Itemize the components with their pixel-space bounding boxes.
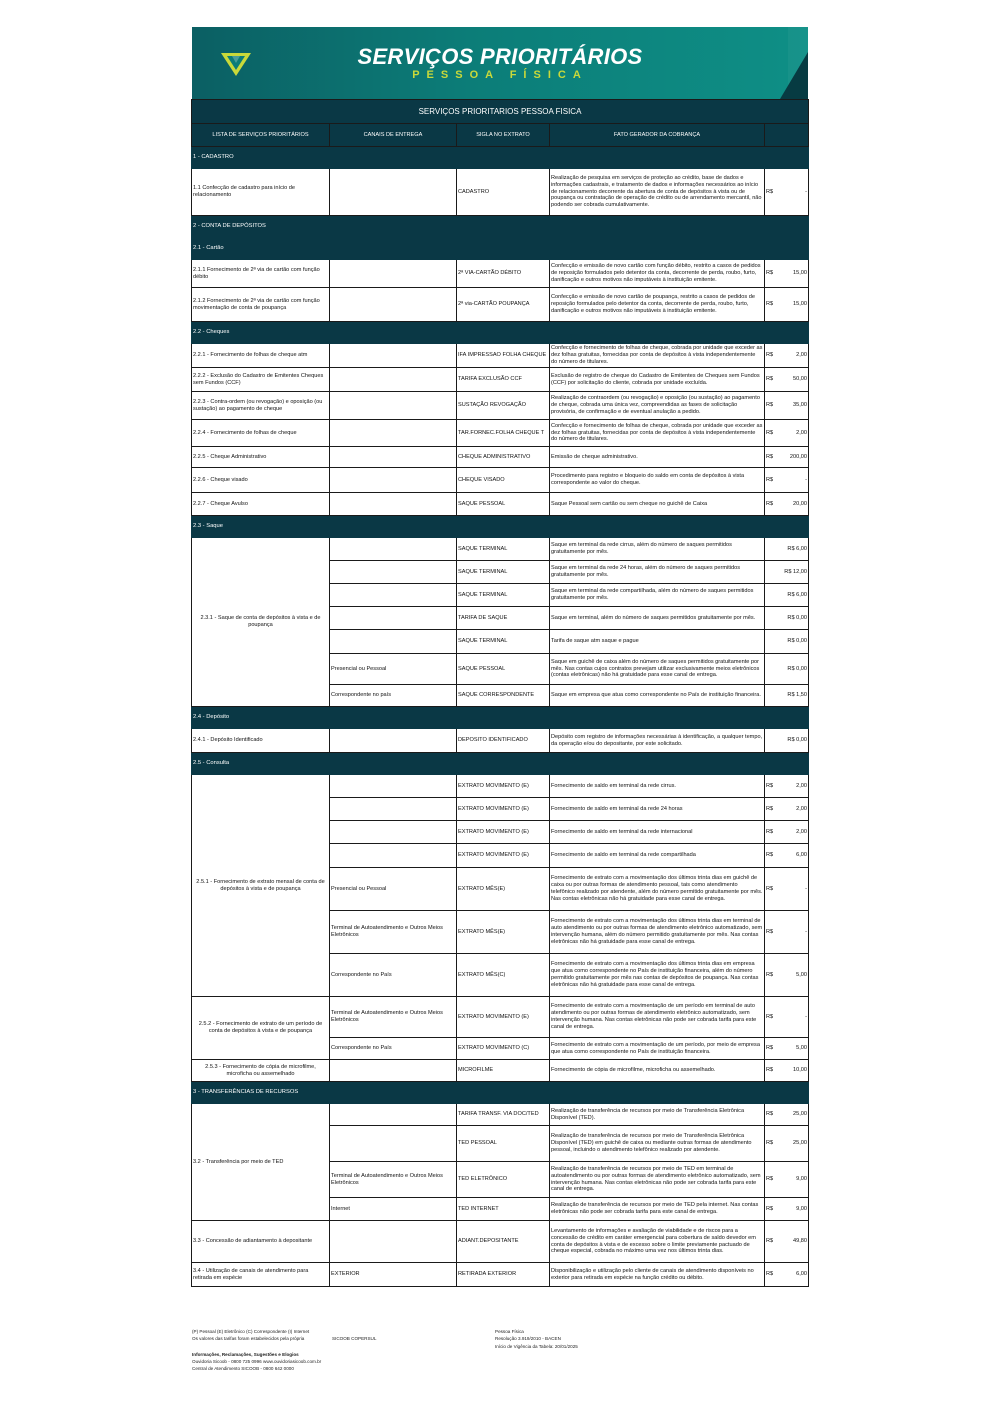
description-cell: Confecção e fornecimento de folhas de cheque, cobrada por unidade que exceder as dez folhas gratuitas, fornecidas por conta de depósitos à vista independentemente do número de titulares.	[550, 344, 765, 368]
code-cell: IFA IMPRESSAO FOLHA CHEQUE	[457, 344, 550, 368]
price-cell	[765, 344, 809, 368]
price-value: 15,00	[793, 270, 807, 276]
table-row	[192, 468, 809, 493]
code-cell: 2ª VIA-CARTÃO DÉBITO	[457, 260, 550, 288]
channel-cell	[330, 844, 457, 868]
currency-label: R$	[766, 376, 774, 382]
code-cell: EXTRATO MOVIMENTO (E)	[457, 798, 550, 821]
channel-cell	[330, 260, 457, 288]
table-row	[192, 169, 809, 216]
price-cell: R$ 1,50	[765, 685, 809, 707]
code-cell: EXTRATO MÊS(E)	[457, 868, 550, 911]
price-cell: R$ 12,00	[765, 561, 809, 584]
channel-cell	[330, 420, 457, 447]
channel-cell	[330, 729, 457, 753]
code-cell: SAQUE PESSOAL	[457, 493, 550, 516]
service-cell: 2.1.2 Fornecimento de 2ª via de cartão com função movimentação de conta de poupança	[192, 288, 330, 322]
price-cell	[765, 868, 809, 911]
code-cell: SAQUE CORRESPONDENTE	[457, 685, 550, 707]
code-cell: TARIFA DE SAQUE	[457, 607, 550, 630]
description-cell: Fornecimento de extrato com a movimentação dos últimos trinta dias em empresa que atua como correspondente no País de instituição financeira, além do número permitido gratuitamente por mês nas contas de depósitos de poupança. Nas contas eletrônicas não há gratuidade para esse canal de entrega.	[550, 954, 765, 997]
price-cell	[765, 911, 809, 954]
description-cell: Realização de pesquisa em serviços de proteção ao crédito, base de dados e informações cadastrais, e tratamento de dados e informações necessários ao início de relacionamento decorrente da abertura de conta de depósitos à vista ou de poupança ou contratação de operação de crédito ou de arrendamento mercantil, não podendo ser cobrada cumulativamente.	[550, 169, 765, 216]
code-cell: CADASTRO	[457, 169, 550, 216]
service-cell: 2.2.3 - Contra-ordem (ou revogação) e oposição (ou sustação) ao pagamento de cheque	[192, 392, 330, 420]
service-cell: 2.5.2 - Fornecimento de extrato de um período de conta de depósitos à vista e de poupança	[192, 997, 330, 1060]
currency-label: R$	[766, 1205, 774, 1212]
code-cell: ADIANT.DEPOSITANTE	[457, 1221, 550, 1263]
footer-right	[495, 1328, 635, 1350]
channel-cell	[330, 607, 457, 630]
price-value: 2,00	[796, 429, 807, 436]
table-row	[192, 729, 809, 753]
code-cell: TED PESSOAL	[457, 1126, 550, 1162]
footer-left	[192, 1328, 332, 1373]
section-row	[192, 147, 809, 169]
code-cell: TARIFA TRANSF. VIA DOC/TED	[457, 1104, 550, 1126]
price-value: -	[805, 476, 807, 483]
header-price	[765, 124, 809, 147]
price-cell	[765, 368, 809, 392]
section-label: 2 - CONTA DE DEPÓSITOS	[192, 216, 809, 238]
currency-label: R$	[766, 928, 774, 935]
header-trigger: FATO GERADOR DA COBRANÇA	[550, 124, 765, 147]
description-cell: Realização de contraordem (ou revogação) e oposição (ou sustação) ao pagamento de cheque, cobrada uma única vez, compreendidas as fases de solicitação provisória, de confirmação e de eventual anulação a pedido.	[550, 392, 765, 420]
currency-label: R$	[766, 782, 774, 789]
table-row	[192, 1104, 809, 1126]
price-value: 6,00	[796, 1271, 807, 1277]
table-row	[192, 344, 809, 368]
channel-cell	[330, 538, 457, 561]
section-label: 2.3 - Saque	[192, 516, 809, 538]
section-row	[192, 216, 809, 238]
footer-legend: (P) Pessoal (E) Eletrônico (C) Correspondente (I) Internet	[192, 1329, 310, 1334]
price-value: 35,00	[793, 402, 807, 408]
currency-label: R$	[766, 805, 774, 812]
price-cell: R$ 0,00	[765, 630, 809, 654]
price-cell: R$ 0,00	[765, 729, 809, 753]
description-cell: Saque em terminal da rede cirrus, além do número de saques permitidos gratuitamente por mês.	[550, 538, 765, 561]
description-cell: Fornecimento de saldo em terminal da rede compartilhada	[550, 844, 765, 868]
description-cell: Fornecimento de saldo em terminal da rede 24 horas	[550, 798, 765, 821]
footer-audience: Pessoa Física	[495, 1329, 524, 1334]
price-value: 2,00	[796, 805, 807, 812]
channel-cell	[330, 392, 457, 420]
service-cell: 3.3 - Concessão de adiantamento à depositante	[192, 1221, 330, 1263]
channel-cell	[330, 821, 457, 844]
currency-label: R$	[766, 828, 774, 835]
channel-cell	[330, 775, 457, 798]
description-cell: Saque em terminal da rede 24 horas, além do número de saques permitidos gratuitamente por mês.	[550, 561, 765, 584]
price-cell	[765, 420, 809, 447]
price-value: 200,00	[789, 453, 807, 460]
price-value: 5,00	[796, 971, 807, 978]
table-row	[192, 288, 809, 322]
code-cell: EXTRATO MÊS(C)	[457, 954, 550, 997]
service-cell: 2.2.2 - Exclusão do Cadastro de Emitentes Cheques sem Fundos (CCF)	[192, 368, 330, 392]
footer-contact-ombudsman: Ouvidoria Sicoob - 0800 725 0996 www.ouvidoriasicoob.com.br	[192, 1359, 322, 1365]
currency-label: R$	[766, 1067, 774, 1073]
price-cell	[765, 1104, 809, 1126]
price-cell	[765, 844, 809, 868]
description-cell: Realização de transferência de recursos por meio de Transferência Eletrônica Disponível (TED) em guichê de caixa ou mediante outras formas de atendimento pessoal, incluindo o atendimento telefônico realizado por atendente.	[550, 1126, 765, 1162]
description-cell: Confecção e emissão de novo cartão de poupança, restrito a casos de pedidos de reposição formulados pelo detentor da conta, decorrente de perda, roubo, furto, danificação e outros motivos não imputáveis à instituição emitente.	[550, 288, 765, 322]
service-cell: 2.3.1 - Saque de conta de depósitos à vista e de poupança	[192, 538, 330, 707]
service-cell: 2.5.1 - Fornecimento de extrato mensal de conta de depósitos à vista e de poupança	[192, 775, 330, 997]
channel-cell	[330, 1221, 457, 1263]
currency-label: R$	[766, 1045, 774, 1051]
price-cell	[765, 493, 809, 516]
code-cell: MICROFILME	[457, 1060, 550, 1082]
description-cell: Realização de transferência de recursos por meio de TED pela internet. Nas contas eletrônicas não pode ser cobrada tarifa para este canal de entrega.	[550, 1198, 765, 1221]
currency-label: R$	[766, 500, 774, 507]
description-cell: Procedimento para registro e bloqueio do saldo em conta de depósitos à vista correspondente ao valor do cheque.	[550, 468, 765, 493]
code-cell: CHEQUE VISADO	[457, 468, 550, 493]
channel-cell	[330, 798, 457, 821]
channel-cell	[330, 1104, 457, 1126]
code-cell: SAQUE TERMINAL	[457, 538, 550, 561]
price-cell: R$ 0,00	[765, 654, 809, 685]
section-label: 2.1 - Cartão	[192, 238, 809, 260]
channel-cell: Terminal de Autoatendimento e Outros Meios Eletrônicos	[330, 911, 457, 954]
header-services: LISTA DE SERVIÇOS PRIORITÁRIOS	[192, 124, 330, 147]
price-cell	[765, 1162, 809, 1198]
price-value: -	[805, 188, 807, 195]
description-cell: Fornecimento de extrato com a movimentação de um período, por meio de empresa que atua como correspondente no País de instituição financeira.	[550, 1038, 765, 1060]
currency-label: R$	[766, 476, 774, 483]
description-cell: Tarifa de saque atm saque e pague	[550, 630, 765, 654]
channel-cell: EXTERIOR	[330, 1263, 457, 1287]
description-cell: Exclusão de registro de cheque do Cadastro de Emitentes de Cheques sem Fundos (CCF) por solicitação do cliente, cobrada por unidade excluída.	[550, 368, 765, 392]
currency-label: R$	[766, 1111, 774, 1117]
section-label: 2.5 - Consulta	[192, 753, 809, 775]
code-cell: TED INTERNET	[457, 1198, 550, 1221]
price-cell	[765, 997, 809, 1038]
footer-spacer	[192, 1343, 332, 1351]
currency-label: R$	[766, 1271, 774, 1277]
currency-label: R$	[766, 971, 774, 978]
currency-label: R$	[766, 352, 774, 358]
price-cell: R$ 0,00	[765, 607, 809, 630]
description-cell: Emissão de cheque administrativo.	[550, 447, 765, 468]
description-cell: Confecção e fornecimento de folhas de cheque, cobrada por unidade que exceder as dez folhas gratuitas, fornecidas por conta de depósitos à vista independentemente do número de titulares.	[550, 420, 765, 447]
channel-cell	[330, 630, 457, 654]
price-value: 20,00	[793, 500, 807, 507]
price-value: 10,00	[793, 1067, 807, 1073]
currency-label: R$	[766, 885, 774, 892]
channel-cell: Correspondente no País	[330, 1038, 457, 1060]
table-row	[192, 997, 809, 1038]
table-title-row	[192, 100, 809, 124]
description-cell: Saque em terminal da rede compartilhada, além do número de saques permitidos gratuitamente por mês.	[550, 584, 765, 607]
price-cell	[765, 1221, 809, 1263]
section-row	[192, 753, 809, 775]
service-cell: 2.2.4 - Fornecimento de folhas de cheque	[192, 420, 330, 447]
price-cell: R$ 6,00	[765, 538, 809, 561]
channel-cell	[330, 584, 457, 607]
price-value: -	[805, 885, 807, 892]
description-cell: Saque em terminal, além do número de saques permitidos gratuitamente por mês.	[550, 607, 765, 630]
channel-cell	[330, 288, 457, 322]
section-row	[192, 707, 809, 729]
channel-cell	[330, 493, 457, 516]
price-value: 49,80	[793, 1238, 807, 1244]
footer-sicoob: SICOOB COPERSUL	[332, 1336, 377, 1341]
section-row	[192, 322, 809, 344]
service-cell: 2.2.1 - Fornecimento de folhas de cheque atm	[192, 344, 330, 368]
price-value: 2,00	[796, 782, 807, 789]
code-cell: EXTRATO MOVIMENTO (E)	[457, 997, 550, 1038]
currency-label: R$	[766, 270, 774, 276]
currency-label: R$	[766, 1176, 774, 1182]
table-row	[192, 1263, 809, 1287]
service-cell: 2.2.7 - Cheque Avulso	[192, 493, 330, 516]
table-row	[192, 1060, 809, 1082]
price-value: 9,00	[796, 1176, 807, 1182]
table-title: SERVIÇOS PRIORITARIOS PESSOA FISICA	[192, 100, 809, 124]
table-header-row	[192, 124, 809, 147]
table-row	[192, 775, 809, 798]
code-cell: 2ª via-CARTÃO POUPANÇA	[457, 288, 550, 322]
code-cell: SAQUE TERMINAL	[457, 584, 550, 607]
code-cell: DEPOSITO IDENTIFICADO	[457, 729, 550, 753]
channel-cell	[330, 1060, 457, 1082]
channel-cell: Internet	[330, 1198, 457, 1221]
price-cell	[765, 447, 809, 468]
description-cell: Fornecimento de saldo em terminal da rede internacional	[550, 821, 765, 844]
code-cell: EXTRATO MOVIMENTO (E)	[457, 775, 550, 798]
channel-cell: Terminal de Autoatendimento e Outros Meios Eletrônicos	[330, 1162, 457, 1198]
code-cell: SAQUE TERMINAL	[457, 630, 550, 654]
table-row	[192, 493, 809, 516]
price-cell	[765, 260, 809, 288]
section-label: 3 - TRANSFERÊNCIAS DE RECURSOS	[192, 1082, 809, 1104]
code-cell: EXTRATO MOVIMENTO (E)	[457, 844, 550, 868]
currency-label: R$	[766, 1013, 774, 1020]
channel-cell	[330, 468, 457, 493]
header-banner	[192, 27, 808, 99]
table-row	[192, 447, 809, 468]
service-cell: 2.4.1 - Depósito Identificado	[192, 729, 330, 753]
code-cell: TARIFA EXCLUSÃO CCF	[457, 368, 550, 392]
service-cell: 2.2.5 - Cheque Administrativo	[192, 447, 330, 468]
description-cell: Saque em empresa que atua como correspondente no País de instituição financeira.	[550, 685, 765, 707]
table-row	[192, 538, 809, 561]
service-cell: 2.5.3 - Fornecimento de cópia de microfilme, microficha ou assemelhado	[192, 1060, 330, 1082]
currency-label: R$	[766, 453, 774, 460]
description-cell: Fornecimento de extrato com a movimentação de um período em terminal de auto atendimento ou por outras formas de atendimento eletrônico automatizado, sem intervenção humana. Nas contas eletrônicas não pode ser cobrada tarifa para este canal de entrega.	[550, 997, 765, 1038]
description-cell: Fornecimento de extrato com a movimentação dos últimos trinta dias em guichê de caixa ou por outras formas de atendimento pessoal, tais como atendimento telefônico realizado por atendente, além do número permitido gratuitamente por mês. Nas contas eletrônicas não há gratuidade para esse canal de entrega.	[550, 868, 765, 911]
channel-cell: Presencial ou Pessoal	[330, 868, 457, 911]
code-cell: EXTRATO MOVIMENTO (E)	[457, 821, 550, 844]
fee-table	[191, 99, 809, 1287]
description-cell: Confecção e emissão de novo cartão com função débito, restrito a casos de pedidos de reposição formulados pelo detentor da conta, decorrente de perda, roubo, furto, danificação e outros motivos não imputáveis à instituição emitente.	[550, 260, 765, 288]
service-cell: 3.4 - Utilização de canais de atendimento para retirada em espécie	[192, 1263, 330, 1287]
currency-label: R$	[766, 301, 774, 307]
table-row	[192, 1221, 809, 1263]
price-value: 6,00	[796, 852, 807, 858]
footer-validity: Início de Vigência da Tabela: 20/01/2025	[495, 1343, 578, 1349]
service-cell: 2.2.6 - Cheque visado	[192, 468, 330, 493]
code-cell: TED ELETRÔNICO	[457, 1162, 550, 1198]
currency-label: R$	[766, 188, 774, 195]
channel-cell	[330, 368, 457, 392]
header-code: SIGLA NO EXTRATO	[457, 124, 550, 147]
footer-resolution: Resolução 3.919/2010 - BACEN	[495, 1336, 561, 1342]
code-cell: RETIRADA EXTERIOR	[457, 1263, 550, 1287]
price-cell	[765, 1263, 809, 1287]
footer-note: Os valores das tarifas foram estabelecidos pela própria	[192, 1336, 305, 1342]
price-value: 5,00	[796, 1045, 807, 1051]
table-row	[192, 420, 809, 447]
currency-label: R$	[766, 1238, 774, 1244]
service-cell: 1.1 Confecção de cadastro para início de relacionamento	[192, 169, 330, 216]
price-cell	[765, 775, 809, 798]
description-cell: Saque Pessoal sem cartão ou sem cheque no guichê de Caixa	[550, 493, 765, 516]
price-cell	[765, 954, 809, 997]
currency-label: R$	[766, 1140, 774, 1146]
price-value: 50,00	[793, 376, 807, 382]
section-label: 2.4 - Depósito	[192, 707, 809, 729]
price-value: 2,00	[796, 828, 807, 835]
footer-contact-title: Informações, Reclamações, Sugestões e Elogios	[192, 1351, 299, 1357]
channel-cell: Presencial ou Pessoal	[330, 654, 457, 685]
currency-label: R$	[766, 402, 774, 408]
price-value: 9,00	[796, 1205, 807, 1212]
price-cell	[765, 798, 809, 821]
service-cell: 2.1.1 Fornecimento de 2ª via de cartão com função débito	[192, 260, 330, 288]
price-value: 25,00	[793, 1111, 807, 1117]
code-cell: SUSTAÇÃO REVOGAÇÃO	[457, 392, 550, 420]
price-value: -	[805, 928, 807, 935]
price-value: 15,00	[793, 301, 807, 307]
price-cell: R$ 6,00	[765, 584, 809, 607]
section-row	[192, 238, 809, 260]
price-cell	[765, 169, 809, 216]
price-cell	[765, 1198, 809, 1221]
price-cell	[765, 392, 809, 420]
section-label: 1 - CADASTRO	[192, 147, 809, 169]
table-row	[192, 368, 809, 392]
code-cell: SAQUE TERMINAL	[457, 561, 550, 584]
description-cell: Saque em guichê de caixa além do número de saques permitidos gratuitamente por mês. Nas contas cujos contratos prevejam utilizar exclusivamente meios eletrônicos (contas eletrônicas) não há gratuidade para esse canal de entrega.	[550, 654, 765, 685]
price-cell	[765, 468, 809, 493]
section-row	[192, 516, 809, 538]
banner-subtitle: PESSOA FÍSICA	[412, 69, 588, 81]
channel-cell	[330, 169, 457, 216]
code-cell: SAQUE PESSOAL	[457, 654, 550, 685]
description-cell: Fornecimento de saldo em terminal da rede cirrus.	[550, 775, 765, 798]
price-cell	[765, 1126, 809, 1162]
channel-cell: Correspondente no País	[330, 954, 457, 997]
description-cell: Depósito com registro de informações necessárias à identificação, a qualquer tempo, da operação e/ou do depositante, por este solicitado.	[550, 729, 765, 753]
price-value: 25,00	[793, 1140, 807, 1146]
channel-cell	[330, 447, 457, 468]
channel-cell	[330, 344, 457, 368]
code-cell: CHEQUE ADMINISTRATIVO	[457, 447, 550, 468]
footer-middle	[332, 1335, 432, 1342]
code-cell: EXTRATO MOVIMENTO (C)	[457, 1038, 550, 1060]
header-channels: CANAIS DE ENTREGA	[330, 124, 457, 147]
code-cell: TAR.FORNEC.FOLHA CHEQUE T	[457, 420, 550, 447]
currency-label: R$	[766, 429, 774, 436]
section-label: 2.2 - Cheques	[192, 322, 809, 344]
table-row	[192, 260, 809, 288]
description-cell: Realização de transferência de recursos por meio de TED em terminal de autoatendimento ou por outras formas de atendimento eletrônico automatizado, sem intervenção humana. Nas contas eletrônicas não pode ser cobrada tarifa para este canal de entrega.	[550, 1162, 765, 1198]
description-cell: Disponibilização e utilização pelo cliente de canais de atendimento disponíveis no exterior para retirada em espécie na função crédito ou débito.	[550, 1263, 765, 1287]
section-row	[192, 1082, 809, 1104]
channel-cell: Terminal de Autoatendimento e Outros Meios Eletrônicos	[330, 997, 457, 1038]
currency-label: R$	[766, 852, 774, 858]
code-cell: EXTRATO MÊS(E)	[457, 911, 550, 954]
service-cell: 3.2 - Transferência por meio de TED	[192, 1104, 330, 1221]
price-cell	[765, 1060, 809, 1082]
banner-title: SERVIÇOS PRIORITÁRIOS	[357, 44, 643, 69]
price-cell	[765, 1038, 809, 1060]
description-cell: Realização de transferência de recursos por meio de Transferência Eletrônica Disponível (TED).	[550, 1104, 765, 1126]
price-cell	[765, 821, 809, 844]
description-cell: Levantamento de informações e avaliação de viabilidade e de riscos para a concessão de crédito em caráter emergencial para cobertura de saldo devedor em conta de depósitos à vista e de excesso sobre o limite previamente pactuado de cheque especial, cobrada no máximo uma vez nos últimos trinta dias.	[550, 1221, 765, 1263]
description-cell: Fornecimento de cópia de microfilme, microficha ou assemelhado.	[550, 1060, 765, 1082]
price-value: 2,00	[796, 352, 807, 358]
description-cell: Fornecimento de extrato com a movimentação dos últimos trinta dias em terminal de auto atendimento ou por outras formas de atendimento eletrônico automatizado, sem intervenção humana, além do número permitido gratuitamente por mês. Nas contas eletrônicas não há gratuidade para esse canal de entrega.	[550, 911, 765, 954]
footer-contact-central: Central de Atendimento SICOOB - 0800 642 0000	[192, 1366, 294, 1372]
channel-cell: Correspondente no país	[330, 685, 457, 707]
price-cell	[765, 288, 809, 322]
channel-cell	[330, 1126, 457, 1162]
channel-cell	[330, 561, 457, 584]
table-row	[192, 392, 809, 420]
footer	[192, 1328, 808, 1388]
price-value: -	[805, 1013, 807, 1020]
